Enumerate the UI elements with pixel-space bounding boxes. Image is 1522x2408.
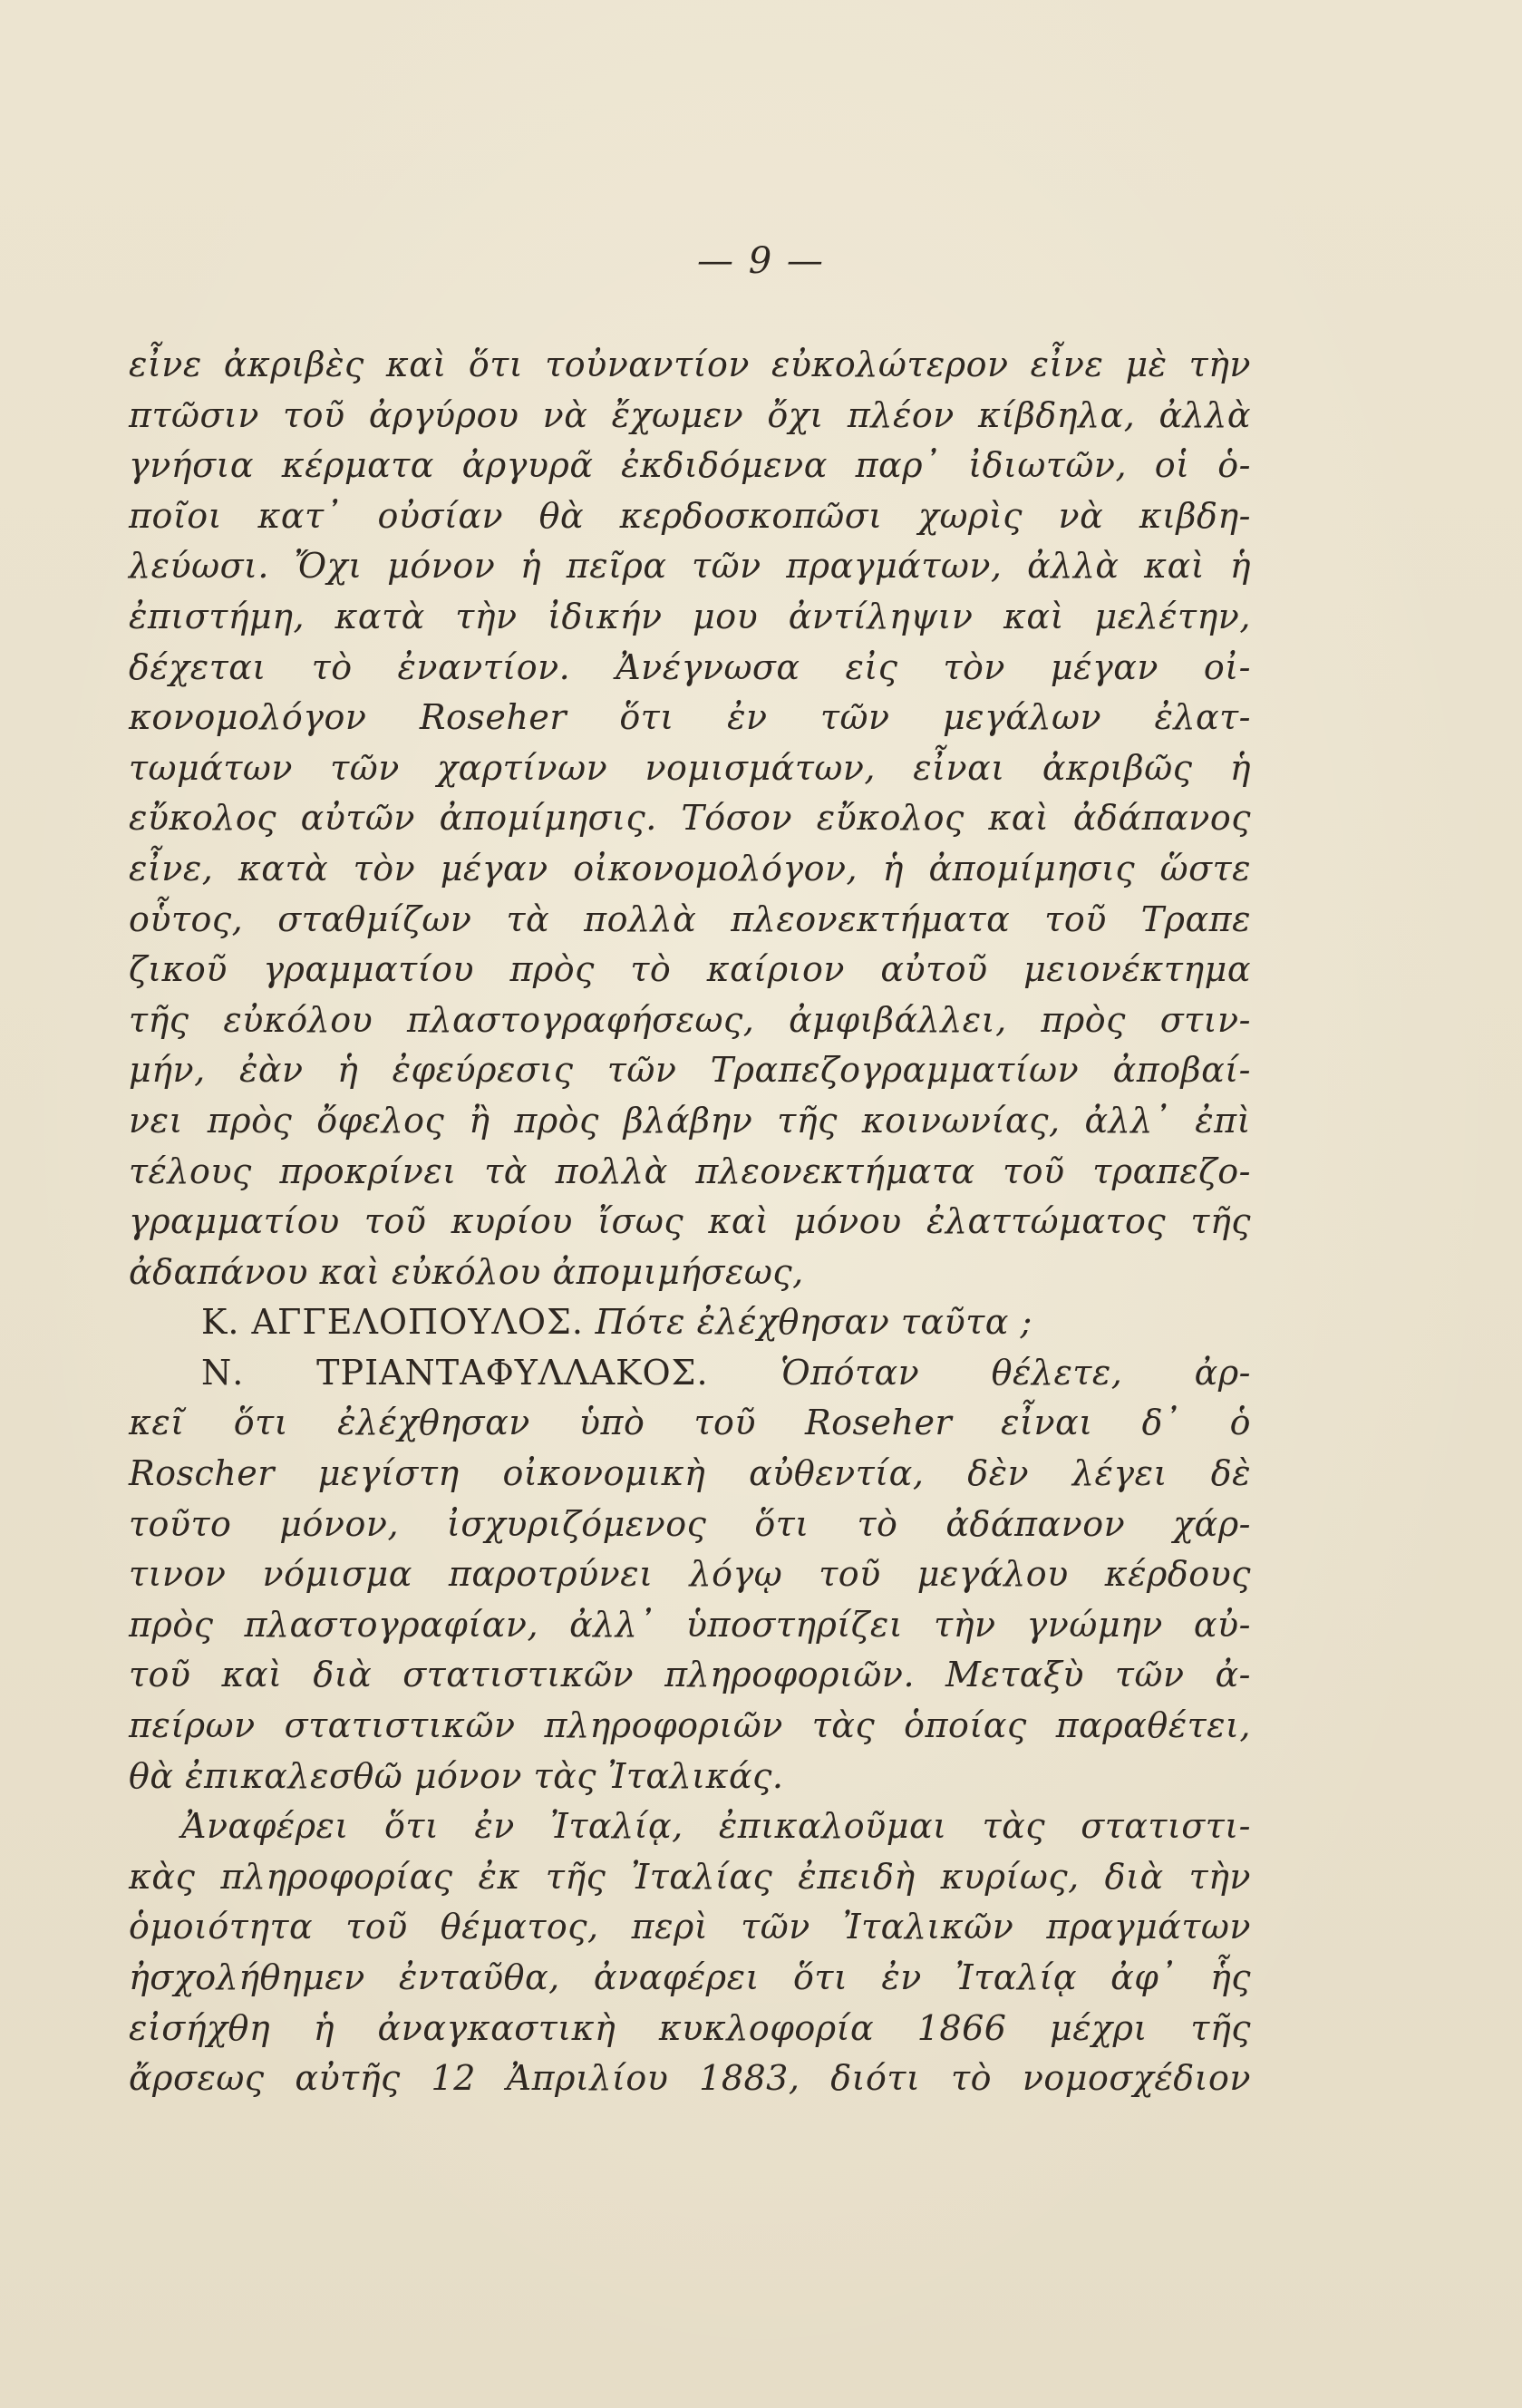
dialogue-line — [129, 1348, 1251, 1399]
text-line: κονομολόγον Roseher ὅτι ἐν τῶν μεγάλων ἐλατ- — [129, 697, 1251, 738]
text-line: Roscher μεγίστη οἰκονομικὴ αὐθεντία, δὲν λέγει δὲ — [129, 1453, 1251, 1494]
speaker-text: Ὁπόταν θέλετε, ἀρ- — [780, 1352, 1251, 1393]
text-line: μήν, ἐὰν ἡ ἐφεύρεσις τῶν Τραπεζογραμματίων ἀποβαί- — [129, 1050, 1251, 1091]
text-line: εἰσήχθη ἡ ἀναγκαστικὴ κυκλοφορία 1866 μέχρι τῆς — [129, 2007, 1251, 2048]
text-line: ἠσχολήθημεν ἐνταῦθα, ἀναφέρει ὅτι ἐν Ἰταλίᾳ ἀφ᾽ ἧς — [129, 1957, 1251, 1997]
text-line: τινον νόμισμα παροτρύνει λόγῳ τοῦ μεγάλου κέρδους — [129, 1554, 1251, 1595]
text-line: ἐπιστήμη, κατὰ τὴν ἰδικήν μου ἀντίληψιν καὶ μελέτην, — [129, 596, 1251, 636]
text-line: ἄρσεως αὐτῆς 12 Ἀπριλίου 1883, διότι τὸ νομοσχέδιον — [129, 2058, 1251, 2099]
text-line: θὰ ἐπικαλεσθῶ μόνον τὰς Ἰταλικάς. — [129, 1755, 784, 1796]
text-line: ἀδαπάνου καὶ εὐκόλου ἀπομιμήσεως, — [129, 1251, 804, 1292]
speaker-name: Ν. ΤΡΙΑΝΤΑΦΥΛΛΑΚΟΣ. — [201, 1352, 709, 1393]
text-line: εἶνε, κατὰ τὸν μέγαν οἰκονομολόγον, ἡ ἀπομίμησις ὥστε — [129, 848, 1251, 888]
text-line: πτῶσιν τοῦ ἀργύρου νὰ ἔχωμεν ὄχι πλέον κίβδηλα, ἀλλὰ — [129, 394, 1251, 435]
text-line: νει πρὸς ὄφελος ἢ πρὸς βλάβην τῆς κοινωνίας, ἀλλ᾽ ἐπὶ — [129, 1100, 1251, 1141]
page-number: — 9 — — [697, 240, 825, 282]
text-body — [129, 340, 1251, 2104]
text-line: πείρων στατιστικῶν πληροφοριῶν τὰς ὁποίας παραθέτει, — [129, 1705, 1251, 1746]
text-line: γνήσια κέρματα ἀργυρᾶ ἐκδιδόμενα παρ᾽ ἰδιωτῶν, οἱ ὁ- — [129, 445, 1251, 486]
text-line: Ἀναφέρει ὅτι ἐν Ἰταλίᾳ, ἐπικαλοῦμαι τὰς στατιστι- — [181, 1806, 1251, 1847]
text-line: εἶνε ἀκριβὲς καὶ ὅτι τοὐναντίον εὐκολώτερον εἶνε μὲ τὴν — [129, 345, 1251, 384]
text-line: ὁμοιότητα τοῦ θέματος, περὶ τῶν Ἰταλικῶν πραγμάτων — [129, 1907, 1251, 1947]
text-line: οὗτος, σταθμίζων τὰ πολλὰ πλεονεκτήματα τοῦ Τραπε — [129, 898, 1251, 939]
text-line: λεύωσι. Ὄχι μόνον ἡ πεῖρα τῶν πραγμάτων, ἀλλὰ καὶ ἡ — [129, 546, 1251, 587]
dialogue-line — [129, 1297, 1251, 1348]
text-line: τωμάτων τῶν χαρτίνων νομισμάτων, εἶναι ἀκριβῶς ἡ — [129, 747, 1251, 788]
text-line: πρὸς πλαστογραφίαν, ἀλλ᾽ ὑποστηρίζει τὴν γνώμην αὐ- — [129, 1604, 1251, 1645]
text-line: τῆς εὐκόλου πλαστογραφήσεως, ἀμφιβάλλει, πρὸς στιν- — [129, 999, 1251, 1040]
text-line: γραμματίου τοῦ κυρίου ἴσως καὶ μόνου ἐλαττώματος τῆς — [129, 1201, 1251, 1242]
text-line: δέχεται τὸ ἐναντίον. Ἀνέγνωσα εἰς τὸν μέγαν οἰ- — [129, 646, 1251, 687]
text-line: τοῦ καὶ διὰ στατιστικῶν πληροφοριῶν. Μεταξὺ τῶν ἀ- — [129, 1655, 1251, 1695]
text-line: τέλους προκρίνει τὰ πολλὰ πλεονεκτήματα τοῦ τραπεζο- — [129, 1151, 1251, 1191]
text-line: τοῦτο μόνον, ἰσχυριζόμενος ὅτι τὸ ἀδάπανον χάρ- — [129, 1503, 1251, 1544]
speaker-name: Κ. ΑΓΓΕΛΟΠΟΥΛΟΣ. — [201, 1302, 584, 1343]
text-line: κεῖ ὅτι ἐλέχθησαν ὑπὸ τοῦ Roseher εἶναι δ᾽ ὁ — [129, 1403, 1251, 1443]
speaker-text: Πότε ἐλέχθησαν ταῦτα ; — [595, 1302, 1032, 1343]
text-line: ποῖοι κατ᾽ οὐσίαν θὰ κερδοσκοπῶσι χωρὶς νὰ κιβδη- — [129, 495, 1251, 536]
text-line: εὔκολος αὐτῶν ἀπομίμησις. Τόσον εὔκολος καὶ ἀδάπανος — [129, 798, 1251, 839]
text-line: κὰς πληροφορίας ἐκ τῆς Ἰταλίας ἐπειδὴ κυρίως, διὰ τὴν — [129, 1856, 1251, 1897]
text-line: ζικοῦ γραμματίου πρὸς τὸ καίριον αὐτοῦ μειονέκτημα — [129, 949, 1251, 990]
